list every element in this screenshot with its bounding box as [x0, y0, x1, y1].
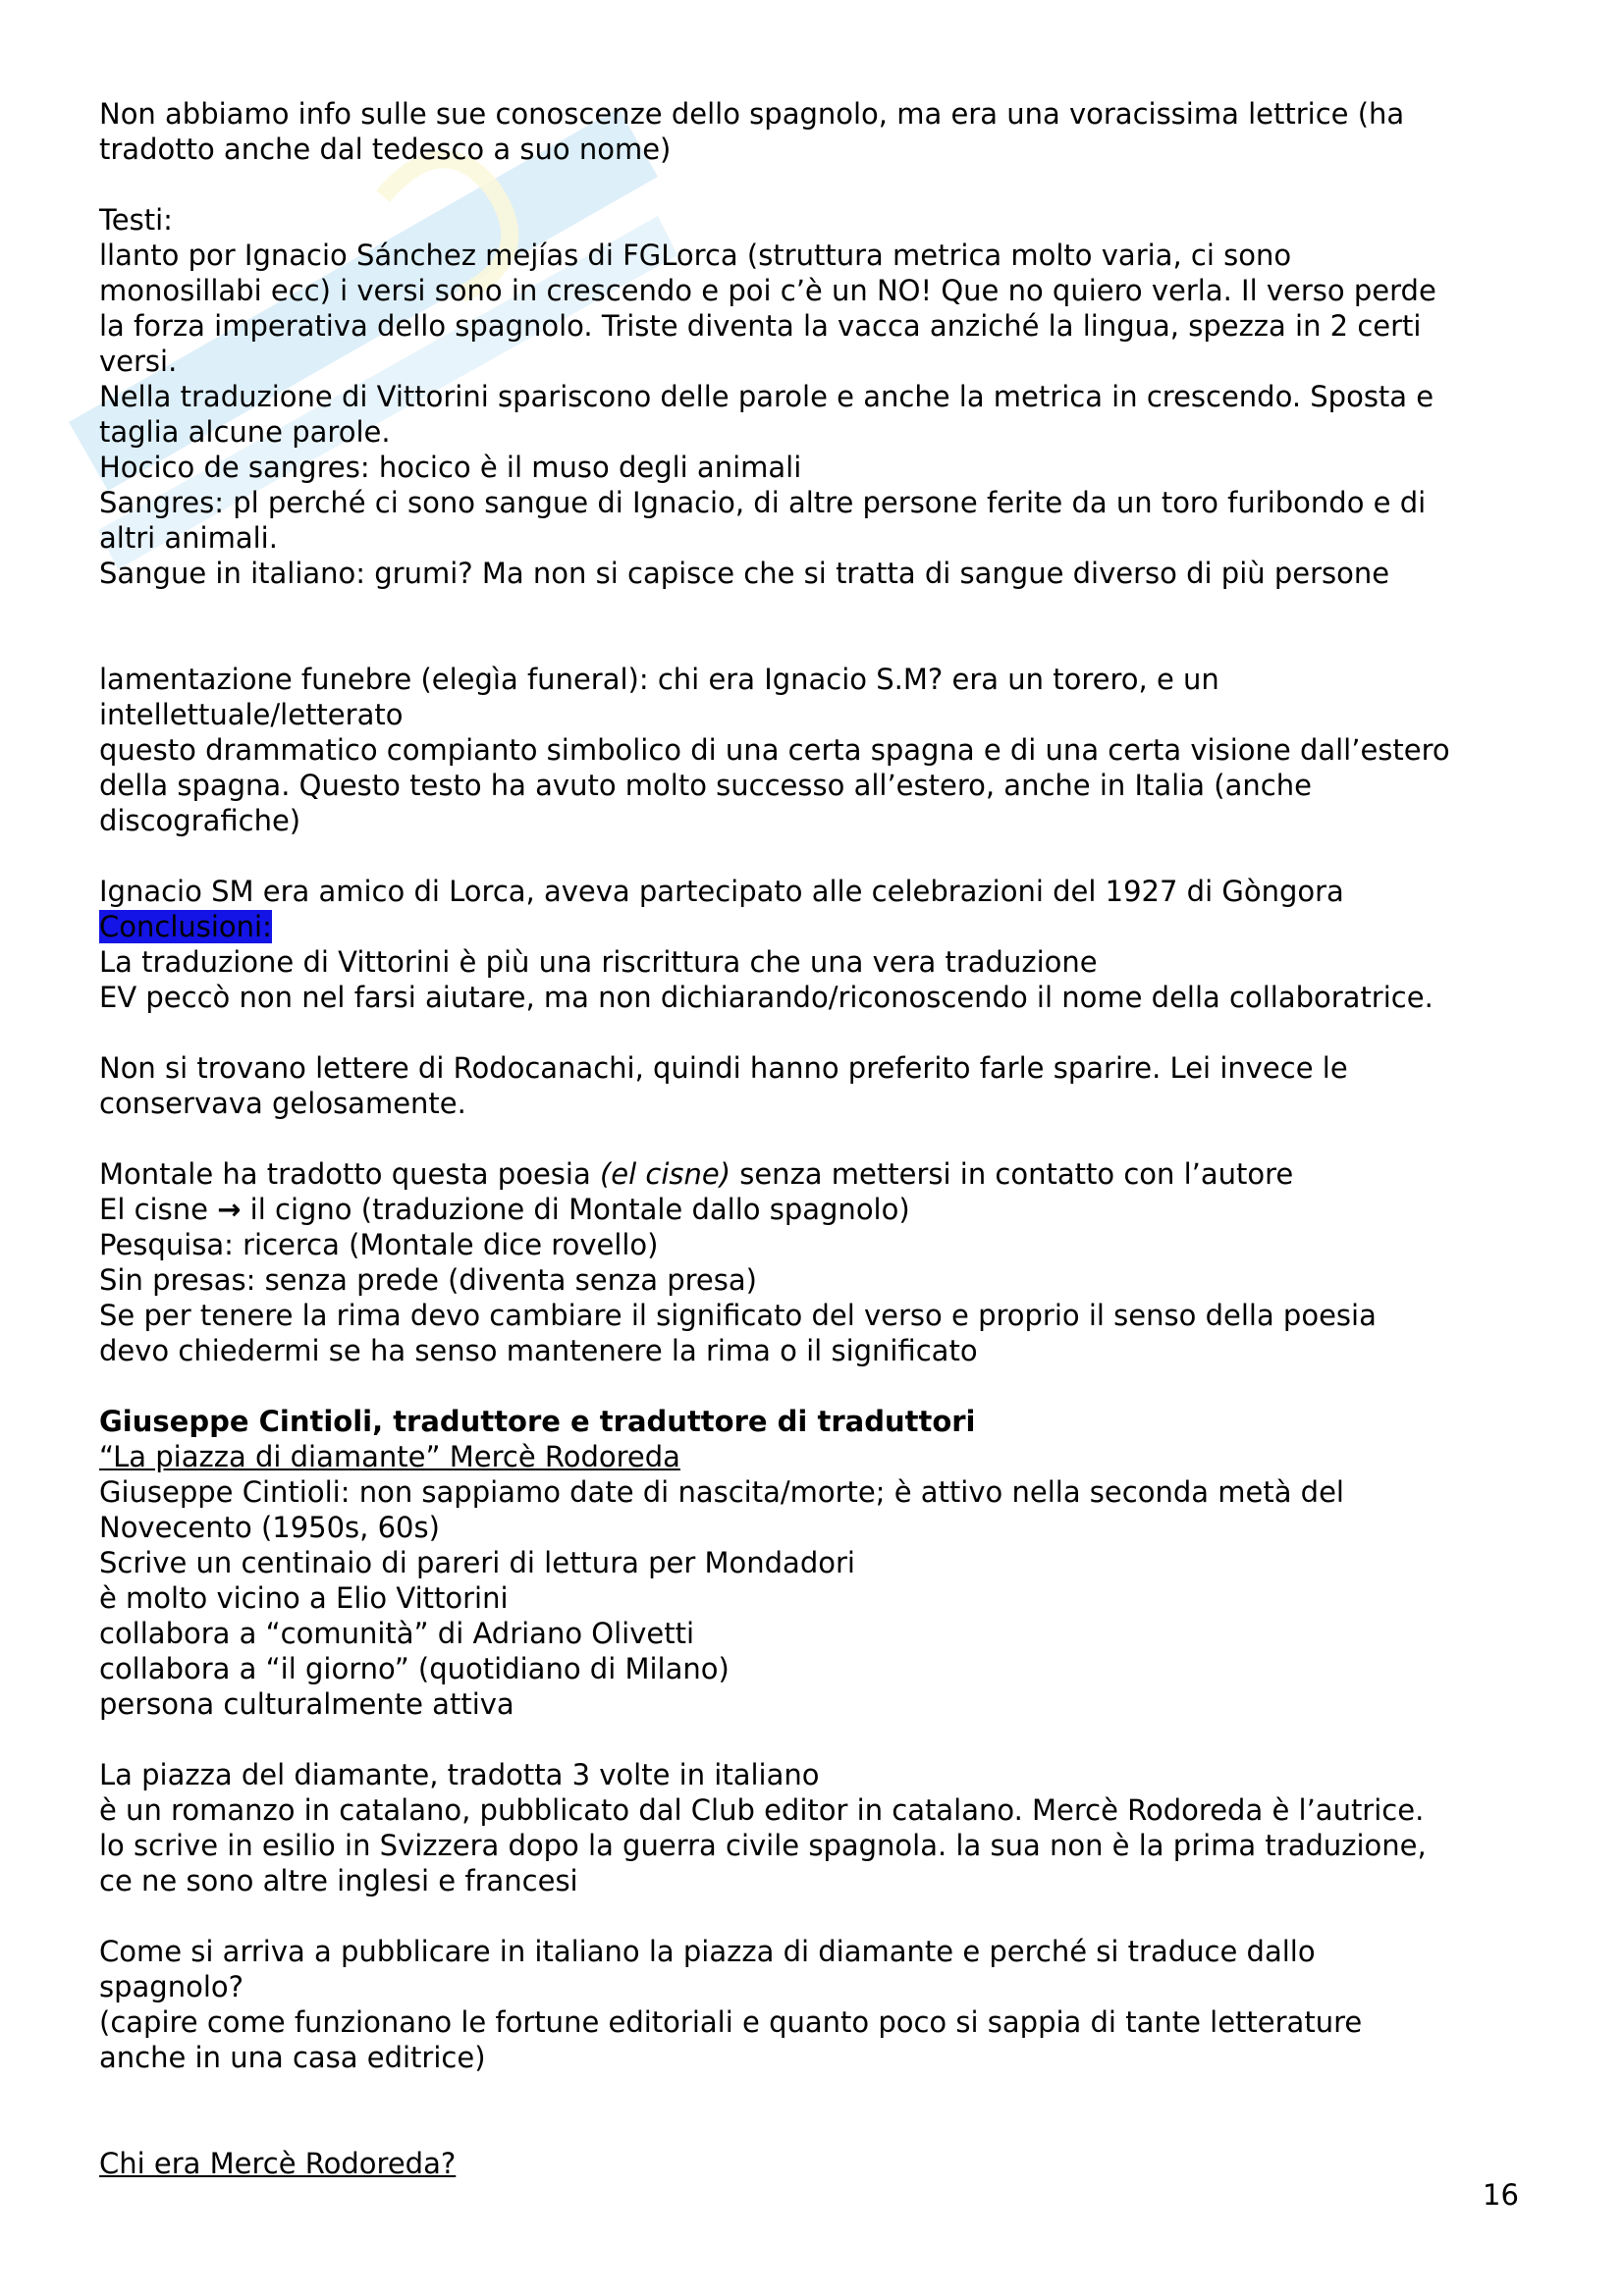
section-subtitle: “La piazza di diamante” Mercè Rodoreda: [99, 1440, 680, 1473]
text-line: collabora a “il giorno” (quotidiano di Milano): [99, 1652, 730, 1685]
section-title: Giuseppe Cintioli, traduttore e traduttore di traduttori: [99, 1405, 976, 1438]
text-line: intellettuale/letterato: [99, 698, 404, 731]
heading-line: [99, 2146, 1542, 2181]
text-line: Scrive un centinaio di pareri di lettura per Mondadori: [99, 1546, 855, 1579]
text-span: il cigno (traduzione di Montale dallo spagnolo): [241, 1193, 910, 1226]
text-line: persona culturalmente attiva: [99, 1687, 514, 1721]
text-line: Sin presas: senza prede (diventa senza presa): [99, 1263, 757, 1297]
text-line: EV peccò non nel farsi aiutare, ma non dichiarando/riconoscendo il nome della collaboratrice.: [99, 981, 1434, 1014]
conclusioni-line: [99, 909, 1542, 944]
text-line: la forza imperativa dello spagnolo. Triste diventa la vacca anziché la lingua, spezza in 2 certi: [99, 309, 1422, 343]
text-line: versi.: [99, 345, 178, 378]
text-line: La piazza del diamante, tradotta 3 volte in italiano: [99, 1758, 820, 1791]
text-line: La traduzione di Vittorini è più una riscrittura che una vera traduzione: [99, 945, 1098, 979]
text-span: Montale ha tradotto questa poesia: [99, 1157, 600, 1191]
text-line: Come si arriva a pubblicare in italiano la piazza di diamante e perché si traduce dallo: [99, 1935, 1316, 1968]
highlighted-text: Conclusioni:: [99, 910, 272, 943]
document-page: [99, 96, 1542, 2181]
text-line: è un romanzo in catalano, pubblicato dal Club editor in catalano. Mercè Rodoreda è l’autrice.: [99, 1793, 1425, 1827]
text-line: monosillabi ecc) i versi sono in crescendo e poi c’è un NO! Que no quiero verla. Il verso perde: [99, 274, 1436, 307]
text-span: senza mettersi in contatto con l’autore: [730, 1157, 1294, 1191]
text-line: Sangres: pl perché ci sono sangue di Ignacio, di altre persone ferite da un toro furibondo e di: [99, 486, 1427, 519]
text-line: Non abbiamo info sulle sue conoscenze dello spagnolo, ma era una voracissima lettrice (ha: [99, 97, 1405, 131]
text-line: (capire come funzionano le fortune editoriali e quanto poco si sappia di tante letterature: [99, 2005, 1363, 2039]
text-line: [99, 1156, 1542, 1192]
text-line: llanto por Ignacio Sánchez mejías di FGLorca (struttura metrica molto varia, ci sono: [99, 239, 1292, 272]
text-line: Pesquisa: ricerca (Montale dice rovello): [99, 1228, 659, 1261]
section-heading-underlined: Chi era Mercè Rodoreda?: [99, 2147, 457, 2180]
text-line: collabora a “comunità” di Adriano Olivetti: [99, 1617, 695, 1650]
text-line: lamentazione funebre (elegìa funeral): chi era Ignacio S.M? era un torero, e un: [99, 663, 1219, 696]
text-line: conservava gelosamente.: [99, 1087, 466, 1120]
text-line: Giuseppe Cintioli: non sappiamo date di nascita/morte; è attivo nella seconda metà del: [99, 1475, 1344, 1509]
text-line: anche in una casa editrice): [99, 2041, 486, 2074]
text-line: tradotto anche dal tedesco a suo nome): [99, 133, 672, 166]
text-line: della spagna. Questo testo ha avuto molto successo all’estero, anche in Italia (anche: [99, 769, 1312, 802]
text-line: Sangue in italiano: grumi? Ma non si capisce che si tratta di sangue diverso di più persone: [99, 557, 1390, 590]
text-line: Se per tenere la rima devo cambiare il significato del verso e proprio il senso della poesia: [99, 1299, 1377, 1332]
text-line: Novecento (1950s, 60s): [99, 1511, 440, 1544]
arrow-right-icon: →: [217, 1193, 242, 1226]
text-line: altri animali.: [99, 521, 278, 555]
text-line: questo drammatico compianto simbolico di una certa spagna e di una certa visione dall’estero: [99, 733, 1450, 767]
italic-text: (el cisne): [599, 1157, 731, 1191]
text-line: è molto vicino a Elio Vittorini: [99, 1581, 509, 1615]
text-line: taglia alcune parole.: [99, 415, 391, 449]
text-line: [99, 1192, 1542, 1227]
text-line: Ignacio SM era amico di Lorca, aveva partecipato alle celebrazioni del 1927 di Gòngora: [99, 875, 1344, 908]
text-span: El cisne: [99, 1193, 218, 1226]
text-line: Hocico de sangres: hocico è il muso degli animali: [99, 451, 802, 484]
text-line: spagnolo?: [99, 1970, 244, 2003]
text-line: ce ne sono altre inglesi e francesi: [99, 1864, 578, 1897]
page-number: 16: [1483, 2178, 1519, 2212]
text-line: lo scrive in esilio in Svizzera dopo la guerra civile spagnola. la sua non è la prima traduzione,: [99, 1829, 1427, 1862]
subtitle-line: [99, 1439, 1542, 1474]
text-line: devo chiedermi se ha senso mantenere la rima o il significato: [99, 1334, 978, 1367]
text-line: Nella traduzione di Vittorini spariscono delle parole e anche la metrica in crescendo. Sposta e: [99, 380, 1434, 413]
text-line: discografiche): [99, 804, 301, 837]
section-heading: Testi:: [99, 203, 173, 237]
text-line: Non si trovano lettere di Rodocanachi, quindi hanno preferito farle sparire. Lei invece le: [99, 1051, 1348, 1085]
